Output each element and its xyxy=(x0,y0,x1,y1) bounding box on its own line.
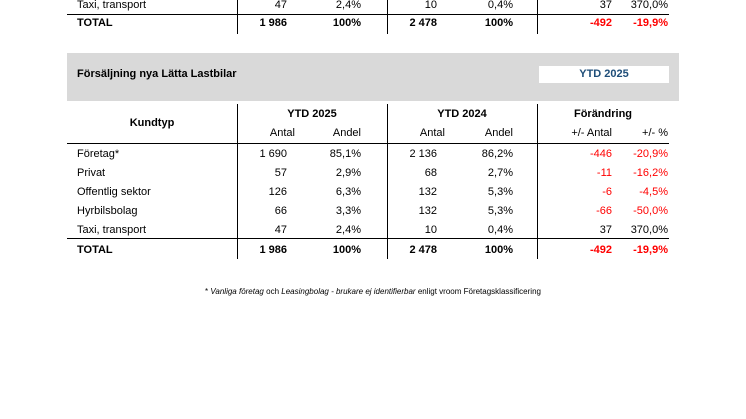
footnote xyxy=(0,286,746,298)
ytd2025-andel: 2,9% xyxy=(335,167,361,179)
ytd2025-andel: 3,3% xyxy=(335,205,361,217)
total-ytd2024-antal: 2 478 xyxy=(409,244,437,256)
subheader-andel: Andel xyxy=(484,127,513,139)
ytd2024-antal: 68 xyxy=(424,167,437,179)
total-diff-pct: -19,9% xyxy=(633,244,668,256)
row-label: Företag* xyxy=(77,148,120,160)
footnote-connector: och xyxy=(266,287,280,296)
column-header-kundtyp: Kundtyp xyxy=(129,117,175,129)
ytd2025-antal: 57 xyxy=(274,167,287,179)
ytd2024-andel: 0,4% xyxy=(487,224,513,236)
ytd2024-antal: 10 xyxy=(424,0,437,11)
diff-pct: 370,0% xyxy=(630,0,668,11)
total-ytd2024-andel: 100% xyxy=(484,17,513,29)
group-header-change: Förändring xyxy=(573,108,633,120)
column-divider xyxy=(387,0,388,34)
ytd2025-antal: 1 690 xyxy=(259,148,287,160)
total-ytd2025-andel: 100% xyxy=(332,244,361,256)
row-label: Offentlig sektor xyxy=(77,186,151,198)
ytd2024-antal: 2 136 xyxy=(409,148,437,160)
total-separator xyxy=(67,238,669,239)
column-divider xyxy=(537,104,538,259)
ytd2025-andel: 2,4% xyxy=(335,0,361,11)
diff-antal: -6 xyxy=(602,186,612,198)
header-separator xyxy=(67,143,669,144)
subheader-antal: Antal xyxy=(419,127,445,139)
ytd2024-andel: 2,7% xyxy=(487,167,513,179)
ytd2025-antal: 47 xyxy=(274,0,287,11)
ytd2024-andel: 0,4% xyxy=(487,0,513,11)
footnote-term-leasing: Leasingbolag - brukare ej identifierbar xyxy=(281,287,416,296)
ytd2025-andel: 2,4% xyxy=(335,224,361,236)
total-ytd2025-antal: 1 986 xyxy=(259,17,287,29)
column-divider xyxy=(237,0,238,34)
ytd2025-antal: 126 xyxy=(268,186,287,198)
diff-pct: -4,5% xyxy=(639,186,668,198)
column-divider xyxy=(537,0,538,34)
ytd2024-antal: 132 xyxy=(418,205,437,217)
total-diff-pct: -19,9% xyxy=(633,17,668,29)
diff-pct: -20,9% xyxy=(633,148,668,160)
subheader-antal: Antal xyxy=(269,127,295,139)
ytd2025-andel: 85,1% xyxy=(329,148,361,160)
diff-antal: 37 xyxy=(599,224,612,236)
ytd2025-andel: 6,3% xyxy=(335,186,361,198)
diff-pct: 370,0% xyxy=(630,224,668,236)
footnote-source: enligt vroom Företagsklassificering xyxy=(417,287,541,296)
ytd2024-andel: 86,2% xyxy=(481,148,513,160)
total-ytd2025-antal: 1 986 xyxy=(259,244,287,256)
diff-pct: -16,2% xyxy=(633,167,668,179)
row-label: Hyrbilsbolag xyxy=(77,205,138,217)
section-title: Försäljning nya Lätta Lastbilar xyxy=(77,68,237,80)
row-label: Privat xyxy=(77,167,106,179)
subheader-diff-pct: +/- % xyxy=(642,127,668,139)
diff-antal: 37 xyxy=(599,0,612,11)
total-diff-antal: -492 xyxy=(589,17,612,29)
column-divider xyxy=(387,104,388,259)
ytd2025-antal: 66 xyxy=(274,205,287,217)
diff-pct: -50,0% xyxy=(633,205,668,217)
group-header-ytd2025: YTD 2025 xyxy=(287,108,337,120)
group-header-ytd2024: YTD 2024 xyxy=(437,108,487,120)
diff-antal: -66 xyxy=(596,205,612,217)
row-label: Taxi, transport xyxy=(77,0,147,11)
footnote-star: * xyxy=(205,287,209,296)
ytd2024-antal: 132 xyxy=(418,186,437,198)
row-label: Taxi, transport xyxy=(77,224,147,236)
ytd2024-andel: 5,3% xyxy=(487,186,513,198)
total-label: TOTAL xyxy=(77,17,113,29)
ytd2025-antal: 47 xyxy=(274,224,287,236)
ytd2024-andel: 5,3% xyxy=(487,205,513,217)
footnote-term-foretag: Vanliga företag xyxy=(210,287,264,296)
total-ytd2024-andel: 100% xyxy=(484,244,513,256)
ytd2024-antal: 10 xyxy=(424,224,437,236)
column-divider xyxy=(237,104,238,259)
total-diff-antal: -492 xyxy=(589,244,612,256)
subheader-diff-antal: +/- Antal xyxy=(571,127,612,139)
total-ytd2024-antal: 2 478 xyxy=(409,17,437,29)
diff-antal: -11 xyxy=(596,167,612,179)
total-separator xyxy=(67,14,669,15)
diff-antal: -446 xyxy=(589,148,612,160)
total-ytd2025-andel: 100% xyxy=(332,17,361,29)
subheader-andel: Andel xyxy=(332,127,361,139)
total-label: TOTAL xyxy=(77,244,113,256)
period-badge: YTD 2025 xyxy=(539,66,669,83)
